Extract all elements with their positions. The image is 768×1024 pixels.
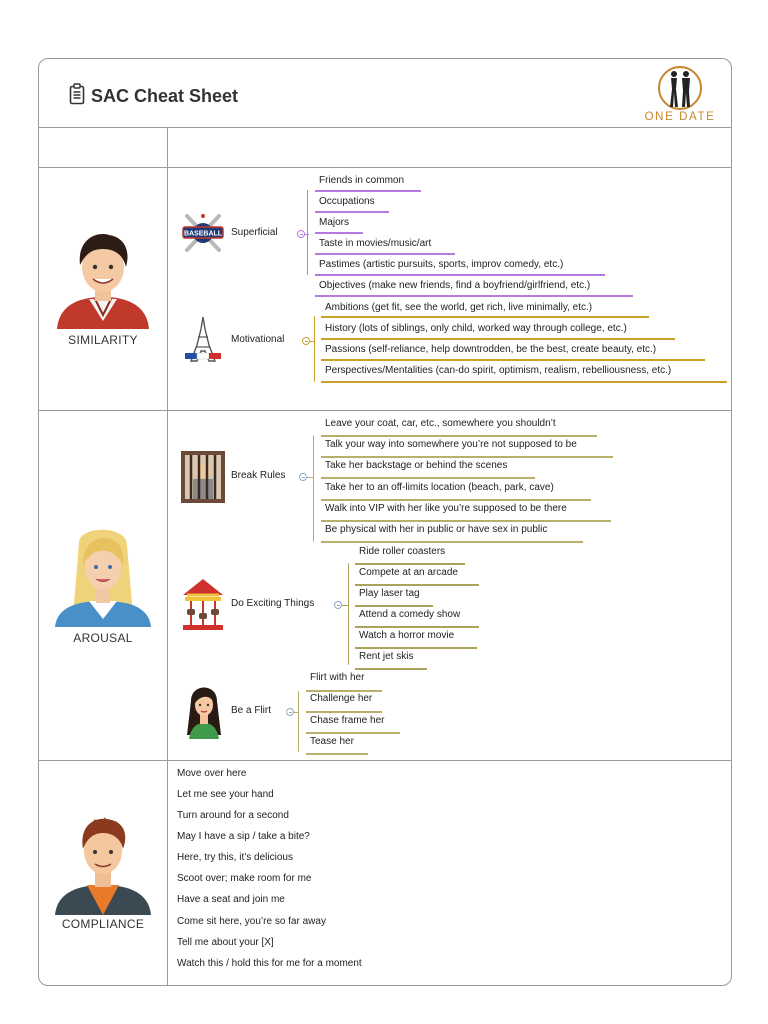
leaf-underline xyxy=(355,668,427,670)
bracket-flirt xyxy=(298,691,299,752)
blonde-woman-icon xyxy=(49,523,157,627)
collapse-toggle-motivational[interactable] xyxy=(302,337,310,345)
page-title: SAC Cheat Sheet xyxy=(91,86,239,106)
compliance-item: Let me see your hand xyxy=(177,789,274,800)
bracket-superficial xyxy=(307,190,308,275)
leaf-underline xyxy=(355,605,433,607)
row-divider xyxy=(39,760,731,761)
leaf-underline xyxy=(321,456,613,458)
leaf-underline xyxy=(321,381,727,383)
cheat-sheet xyxy=(38,58,732,986)
compliance-item: May I have a sip / take a bite? xyxy=(177,831,310,842)
leaf-underline xyxy=(315,190,421,192)
leaf-underline xyxy=(321,520,611,522)
leaf-underline xyxy=(315,253,455,255)
branch-label-be-a-flirt: Be a Flirt xyxy=(231,705,272,716)
leaf-item: Talk your way into somewhere you’re not supposed to be xyxy=(325,439,577,450)
leaf-item: Play laser tag xyxy=(359,588,420,599)
leaf-item: Tease her xyxy=(310,736,354,747)
compliance-item: Have a seat and join me xyxy=(177,894,285,905)
leaf-item: Passions (self-reliance, help downtrodden, be the best, create beauty, etc.) xyxy=(325,344,657,355)
woman-icon xyxy=(179,683,227,739)
leaf-underline xyxy=(315,295,633,297)
leaf-underline xyxy=(355,584,479,586)
couple-logo-icon xyxy=(637,65,723,111)
column-divider xyxy=(167,128,168,985)
collapse-toggle-break-rules[interactable] xyxy=(299,473,307,481)
leaf-item: Ambitions (get fit, see the world, get rich, live minimally, etc.) xyxy=(325,302,593,313)
leaf-underline xyxy=(306,711,382,713)
bracket-exciting xyxy=(348,563,349,665)
compliance-item: Move over here xyxy=(177,768,247,779)
leaf-item: Occupations xyxy=(319,196,375,207)
leaf-underline xyxy=(355,647,477,649)
compliance-item: Come sit here, you’re so far away xyxy=(177,916,326,927)
leaf-underline xyxy=(321,359,705,361)
compliance-item: Tell me about your [X] xyxy=(177,937,274,948)
leaf-item: Friends in common xyxy=(319,175,405,186)
leaf-item: Majors xyxy=(319,217,350,228)
baseball-icon xyxy=(179,208,227,256)
leaf-underline xyxy=(321,541,583,543)
collapse-toggle-superficial[interactable] xyxy=(297,230,305,238)
man-portrait-icon xyxy=(49,225,157,329)
leaf-item: Flirt with her xyxy=(310,672,365,683)
leaf-item: Attend a comedy show xyxy=(359,609,461,620)
branch-label-superficial: Superficial xyxy=(231,227,278,238)
svg-text:BASEBALL: BASEBALL xyxy=(183,230,223,238)
leaf-underline xyxy=(306,753,368,755)
header-divider xyxy=(39,127,731,128)
compliance-item: Watch this / hold this for me for a moment xyxy=(177,958,362,969)
clipboard-icon xyxy=(69,83,85,110)
compliance-item: Scoot over; make room for me xyxy=(177,873,312,884)
leaf-item: Take her backstage or behind the scenes xyxy=(325,460,508,471)
leaf-item: Objectives (make new friends, find a boyfriend/girlfriend, etc.) xyxy=(319,280,591,291)
leaf-underline xyxy=(321,477,535,479)
leaf-item: Compete at an arcade xyxy=(359,567,458,578)
leaf-item: Perspectives/Mentalities (can-do spirit, optimism, realism, rebelliousness, etc.) xyxy=(325,365,672,376)
compliance-item: Here, try this, it’s delicious xyxy=(177,852,293,863)
branch-label-break-rules: Break Rules xyxy=(231,470,286,481)
leaf-underline xyxy=(321,435,597,437)
category-label-compliance: COMPLIANCE xyxy=(61,917,145,931)
leaf-item: Ride roller coasters xyxy=(359,546,446,557)
leaf-underline xyxy=(306,732,400,734)
bracket-motivational xyxy=(314,316,315,382)
leaf-item: Leave your coat, car, etc., somewhere you shouldn’t xyxy=(325,418,556,429)
leaf-item: Chase frame her xyxy=(310,715,385,726)
leaf-item: Take her to an off-limits location (beach, park, cave) xyxy=(325,482,554,493)
leaf-underline xyxy=(315,211,389,213)
brand-name: ONE DATE xyxy=(644,111,716,123)
carousel-icon xyxy=(179,577,227,633)
leaf-item: Watch a horror movie xyxy=(359,630,455,641)
leaf-item: Pastimes (artistic pursuits, sports, improv comedy, etc.) xyxy=(319,259,564,270)
category-label-arousal: AROUSAL xyxy=(73,631,133,645)
leaf-underline xyxy=(306,690,382,692)
leaf-underline xyxy=(355,626,479,628)
leaf-item: Be physical with her in public or have sex in public xyxy=(325,524,548,535)
bracket-break-rules xyxy=(313,435,314,542)
row-divider xyxy=(39,167,731,168)
jail-icon xyxy=(179,449,227,505)
leaf-item: Challenge her xyxy=(310,693,373,704)
row-divider xyxy=(39,410,731,411)
category-label-similarity: SIMILARITY xyxy=(68,333,138,347)
brand-logo xyxy=(637,65,723,127)
leaf-item: Taste in movies/music/art xyxy=(319,238,432,249)
leaf-item: Walk into VIP with her like you’re supposed to be there xyxy=(325,503,567,514)
eiffel-tower-icon xyxy=(179,315,227,363)
compliance-item: Turn around for a second xyxy=(177,810,289,821)
collapse-toggle-flirt[interactable] xyxy=(286,708,294,716)
leaf-item: Rent jet skis xyxy=(359,651,414,662)
title-row xyxy=(69,83,238,110)
branch-label-motivational: Motivational xyxy=(231,334,285,345)
leaf-underline xyxy=(321,316,649,318)
leaf-underline xyxy=(315,274,605,276)
leaf-underline xyxy=(355,563,465,565)
collapse-toggle-exciting[interactable] xyxy=(334,601,342,609)
leaf-item: History (lots of siblings, only child, worked way through college, etc.) xyxy=(325,323,627,334)
leaf-underline xyxy=(315,232,363,234)
leaf-underline xyxy=(321,338,675,340)
leaf-underline xyxy=(321,499,591,501)
young-man-portrait-icon xyxy=(49,811,157,915)
branch-label-do-exciting-things: Do Exciting Things xyxy=(231,598,315,609)
